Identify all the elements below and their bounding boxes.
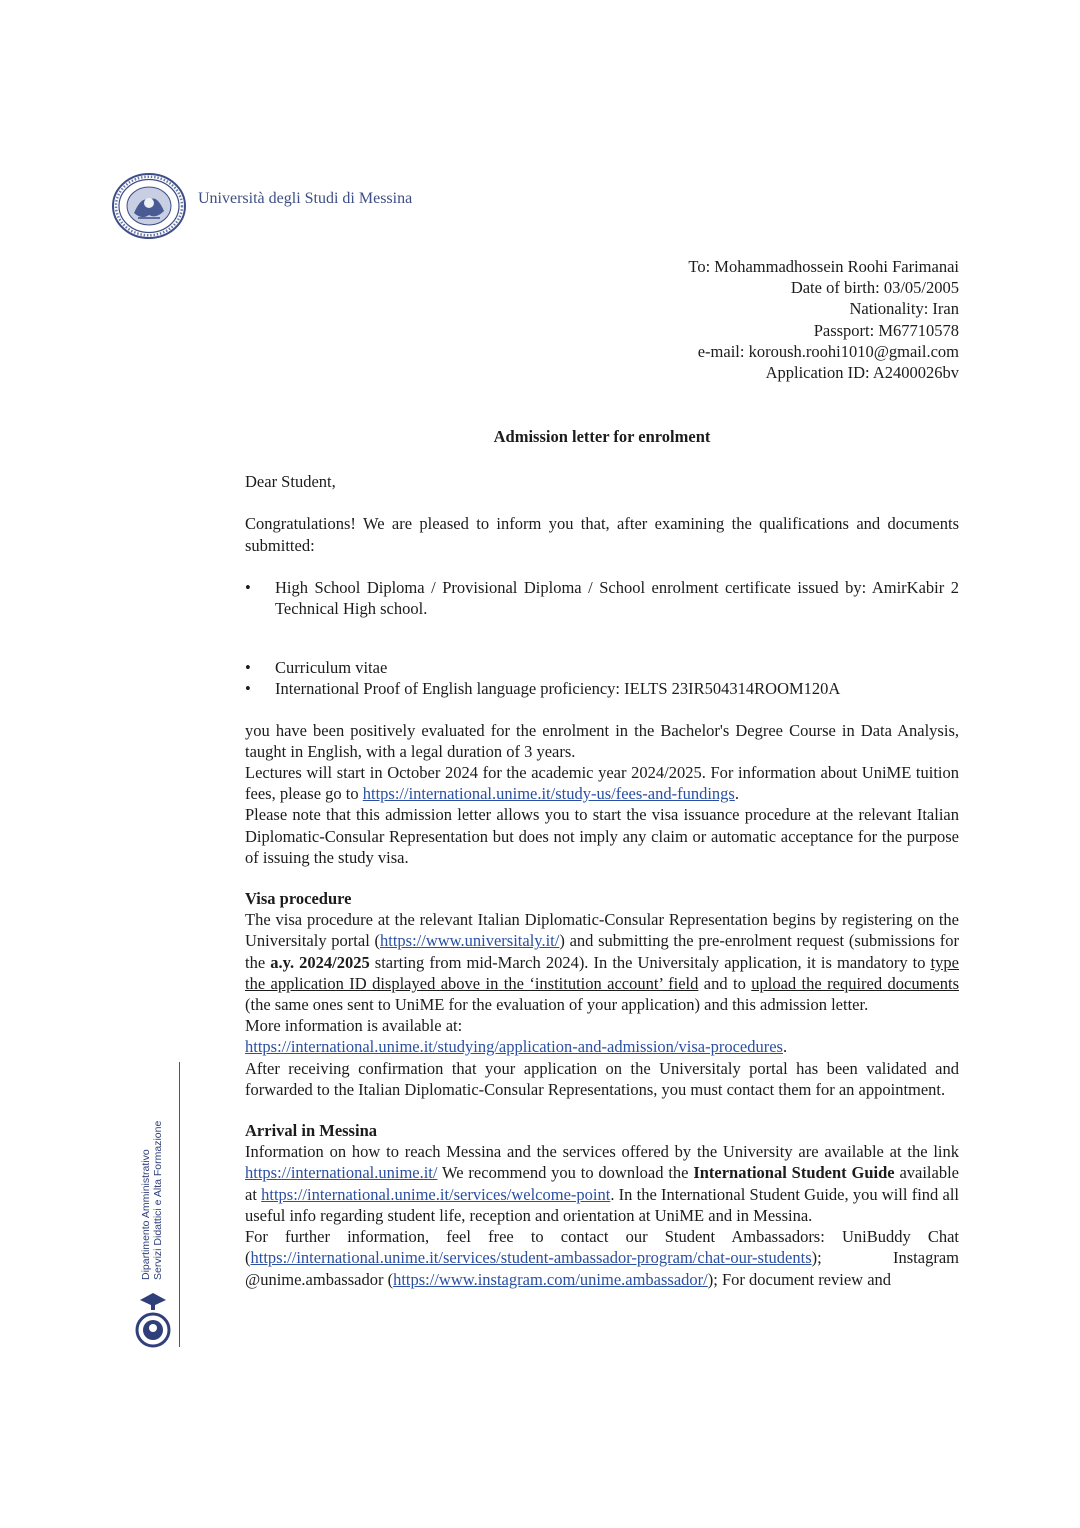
university-seal-icon [112,173,186,239]
further-info-paragraph [245,1226,959,1290]
department-line-2: Servizi Didattici e Alta Formazione [152,1120,164,1280]
letter-body [245,426,959,1290]
passport-number: Passport: M67710578 [813,320,959,340]
visa-procedure-paragraph [245,909,959,1015]
arrival-text-a: Information on how to reach Messina and the services offered by the University are available at the link [245,1142,959,1162]
department-crest-icon [134,1288,172,1348]
addressee-name: To: Mohammadhossein Roohi Farimanai [688,257,959,276]
visa-link-end: . [782,1037,788,1057]
international-link[interactable]: https://international.unime.it/ [245,1163,438,1183]
letter-body-clip [245,426,959,1352]
arrival-paragraph [245,1141,959,1226]
arrival-text-c: available at [245,1163,959,1204]
after-confirmation-paragraph: After receiving confirmation that your application on the Universitaly portal has been validated and forwarded to the Italian Diplomatic-Consular Representations, you must contact them for an appointment. [245,1058,959,1099]
date-of-birth: Date of birth: 03/05/2005 [790,278,959,298]
visa-procedure-heading: Visa procedure [245,889,352,909]
lectures-text: Lectures will start in October 2024 for the academic year 2024/2025. For information about UniME tuition fees, please go to [245,763,959,804]
side-divider [179,1062,180,1347]
list-item: • High School Diploma / Provisional Diploma / School enrolment certificate issued by: AmirKabir 2 Technical High school. [245,577,959,619]
visa-note-paragraph: Please note that this admission letter allows you to start the visa issuance procedure at the relevant Italian Diplomatic-Consular Representation but does not imply any claim or automatic acceptance for the purpose of issuing the study visa. [245,805,959,867]
visa-instruction-upload: upload the required documents [751,973,959,993]
evaluation-paragraph: you have been positively evaluated for the enrolment in the Bachelor's Degree Course in Data Analysis, taught in English, with a legal duration of 3 years. [245,720,959,761]
arrival-text-b: We recommend you to download the [437,1163,694,1183]
lectures-end: . [734,784,739,804]
intro-paragraph: Congratulations! We are pleased to inform you that, after examining the qualifications and documents submitted: [245,514,959,555]
welcome-point-link[interactable]: https://international.unime.it/services/welcome-point [261,1184,611,1204]
visa-instruction-id: type the application ID displayed above in the ‘institution account’ field [245,952,959,993]
fees-link[interactable]: https://international.unime.it/study-us/fees-and-fundings [362,784,735,804]
visa-text-c: starting from mid-March 2024). In the Universitaly application, it is mandatory to [369,952,931,972]
instagram-link[interactable]: https://www.instagram.com/unime.ambassador/ [393,1269,708,1289]
visa-link-line [245,1036,959,1057]
salutation: Dear Student, [245,472,336,492]
email-address: e-mail: koroush.roohi1010@gmail.com [697,341,959,361]
visa-text-a: The visa procedure at the relevant Italian Diplomatic-Consular Representation begins by registering on the Universitaly portal ( [245,910,959,951]
department-line-1: Dipartimento Amministrativo [140,1149,152,1280]
more-info-label: More information is available at: [245,1016,463,1036]
nationality: Nationality: Iran [849,299,959,319]
university-name: Università degli Studi di Messina [198,190,413,207]
lectures-paragraph [245,762,959,804]
letter-title: Admission letter for enrolment [493,427,711,446]
visa-text-e: (the same ones sent to UniME for the evaluation of your application) and this admission letter. [245,995,869,1015]
academic-year: a.y. 2024/2025 [270,952,370,972]
further-text-a: For further information, feel free to contact our Student Ambassadors: UniBuddy Chat ( [245,1227,959,1268]
arrival-text-d: . In the International Student Guide, you will find all useful info regarding student life, reception and orientation at UniME and in Messina. [245,1184,959,1225]
visa-text-b: ) and submitting the pre-enrolment request (submissions for the [245,931,959,972]
further-text-c: ); For document review and [707,1269,892,1289]
list-item: • International Proof of English language proficiency: IELTS 23IR504314ROOM120A [245,678,959,699]
visa-text-d: and to [698,973,752,993]
documents-list [245,577,959,619]
department-label [140,1121,164,1280]
universitaly-link[interactable]: https://www.universitaly.it/ [380,931,560,951]
addressee-block [688,256,959,383]
application-id: Application ID: A2400026bv [765,363,959,383]
arrival-heading: Arrival in Messina [245,1121,377,1141]
list-item: • Curriculum vitae [245,657,959,678]
student-guide-title: International Student Guide [693,1163,895,1183]
visa-procedures-link[interactable]: https://international.unime.it/studying/application-and-admission/visa-procedures [245,1037,783,1057]
documents-list-continued [245,657,959,699]
further-text-b: ); Instagram @unime.ambassador ( [245,1248,959,1289]
unibuddy-link[interactable]: https://international.unime.it/services/student-ambassador-program/chat-our-students [250,1248,812,1268]
